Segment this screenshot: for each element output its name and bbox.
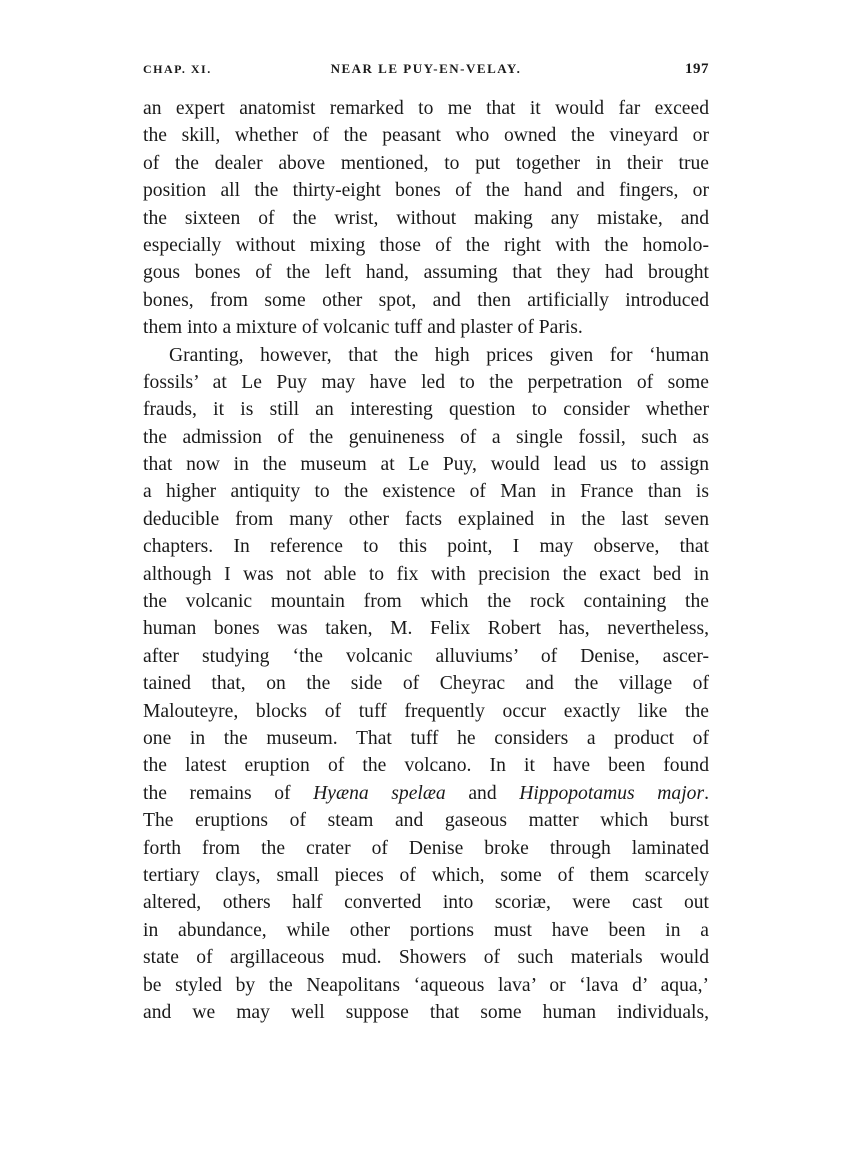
page-number: 197 — [685, 61, 709, 77]
text-line: gous bones of the left hand, assuming that they had brought — [143, 262, 709, 284]
text-line: one in the museum. That tuff he considers a product of — [143, 727, 709, 749]
text-line: chapters. In reference to this point, I may observe, that — [143, 536, 709, 558]
running-title: NEAR LE PUY-EN-VELAY. — [330, 61, 522, 76]
text-line: a higher antiquity to the existence of Man in France than is — [143, 481, 709, 503]
text-line: the admission of the genuineness of a single fossil, such as — [143, 426, 709, 448]
text-line: deducible from many other facts explained in the last seven — [143, 508, 709, 530]
text-fragment: . — [704, 782, 709, 804]
text-line: of the dealer above mentioned, to put together in their true — [143, 152, 709, 174]
text-line: although I was not able to fix with precision the exact bed in — [143, 563, 709, 585]
text-line: an expert anatomist remarked to me that it would far exceed — [143, 98, 709, 119]
running-head — [143, 58, 709, 80]
text-line: forth from the crater of Denise broke through laminated — [143, 837, 709, 859]
body-text — [143, 95, 709, 1026]
text-line: Granting, however, that the high prices given for ‘human — [169, 344, 709, 366]
text-line: be styled by the Neapolitans ‘aqueous lava’ or ‘lava d’ aqua,’ — [143, 974, 709, 996]
species-name: Hyæna spelæa — [313, 782, 446, 804]
text-line: in abundance, while other portions must have been in a — [143, 919, 709, 941]
text-line: state of argillaceous mud. Showers of such materials would — [143, 947, 709, 969]
text-line: the sixteen of the wrist, without making any mistake, and — [143, 207, 709, 229]
text-line: frauds, it is still an interesting question to consider whether — [143, 399, 709, 421]
text-line: altered, others half converted into scoriæ, were cast out — [143, 892, 709, 914]
text-line: Malouteyre, blocks of tuff frequently occur exactly like the — [143, 700, 709, 722]
text-line: the latest eruption of the volcano. In it have been found — [143, 755, 709, 777]
text-fragment: and — [445, 782, 520, 804]
text-line: position all the thirty-eight bones of the hand and fingers, or — [143, 180, 709, 202]
text-line: that now in the museum at Le Puy, would lead us to assign — [143, 454, 709, 476]
book-page — [143, 58, 709, 1026]
text-line: the skill, whether of the peasant who owned the vineyard or — [143, 125, 709, 147]
text-line: fossils’ at Le Puy may have led to the perpetration of some — [143, 371, 709, 393]
text-line: especially without mixing those of the right with the homolo- — [143, 234, 709, 256]
text-line-with-species — [143, 780, 709, 807]
text-line: after studying ‘the volcanic alluviums’ of Denise, ascer- — [143, 645, 709, 667]
text-line: tertiary clays, small pieces of which, some of them scarcely — [143, 864, 709, 886]
text-line: the volcanic mountain from which the rock containing the — [143, 591, 709, 613]
text-line: bones, from some other spot, and then artificially introduced — [143, 289, 709, 311]
text-line: The eruptions of steam and gaseous matter which burst — [143, 810, 709, 832]
text-line: human bones was taken, M. Felix Robert has, nevertheless, — [143, 618, 709, 640]
text-line: and we may well suppose that some human individuals, — [143, 1001, 709, 1023]
text-fragment: the remains of — [143, 782, 314, 804]
chapter-label: CHAP. XI. — [143, 62, 212, 76]
species-name: Hippopotamus major — [519, 782, 705, 804]
text-line: them into a mixture of volcanic tuff and plaster of Paris. — [143, 317, 583, 339]
text-line: tained that, on the side of Cheyrac and the village of — [143, 673, 709, 695]
